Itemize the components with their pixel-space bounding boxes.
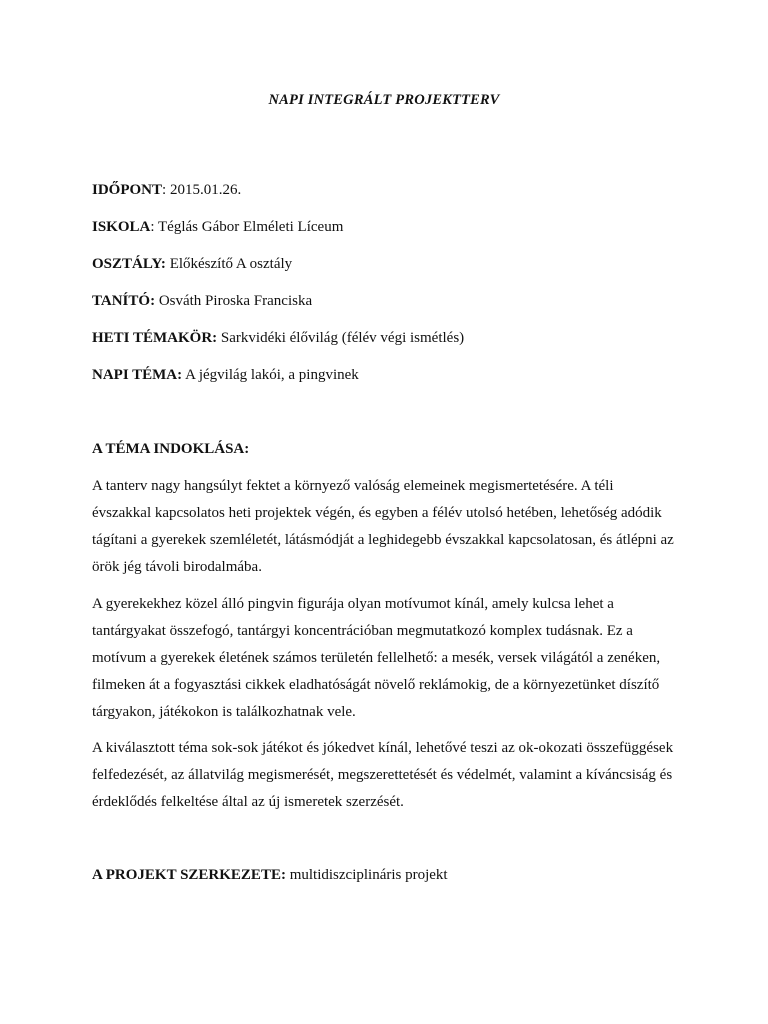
- field-label: TANÍTÓ:: [92, 293, 156, 309]
- paragraph-line: évszakkal kapcsolatos heti projektek végén, és egyben a félév utolsó hetében, lehetőség adódik: [92, 505, 662, 521]
- field-heti-temakor: [92, 330, 464, 347]
- field-osztaly: [92, 256, 292, 273]
- field-value: Előkészítő A osztály: [169, 256, 293, 272]
- paragraph-line: A tanterv nagy hangsúlyt fektet a környező valóság elemeinek megismertetésére. A téli: [92, 478, 614, 494]
- paragraph-line: örök jég távoli birodalmába.: [92, 559, 262, 575]
- field-value: multidiszciplináris projekt: [289, 867, 448, 883]
- section-heading-indoklas: A TÉMA INDOKLÁSA:: [92, 441, 250, 457]
- field-label: IDŐPONT: [92, 182, 163, 198]
- field-value: Osváth Piroska Franciska: [158, 293, 313, 309]
- field-value: Sarkvidéki élővilág (félév végi ismétlés): [220, 330, 465, 346]
- field-value: Téglás Gábor Elméleti Líceum: [158, 219, 344, 235]
- field-tanito: [92, 293, 312, 310]
- paragraph-line: felfedezését, az állatvilág megismerését, megszerettetését és védelmét, valamint a kíváncsiság és: [92, 767, 673, 783]
- field-napi-tema: [92, 367, 359, 384]
- paragraph-line: A gyerekekhez közel álló pingvin figurája olyan motívumot kínál, amely kulcsa lehet a: [92, 596, 614, 612]
- paragraph-line: érdeklődés felkeltése által az új ismeretek szerzését.: [92, 794, 404, 810]
- field-iskola: [92, 219, 343, 236]
- field-label: HETI TÉMAKÖR:: [92, 330, 218, 346]
- paragraph-line: tárgyakon, játékokon is találkozhatnak vele.: [92, 704, 356, 720]
- paragraph-line: A kiválasztott téma sok-sok játékot és jókedvet kínál, lehetővé teszi az ok-okozati összefüggések: [92, 740, 674, 756]
- field-label: OSZTÁLY:: [92, 256, 166, 272]
- field-idopont: [92, 182, 241, 199]
- paragraph-line: motívum a gyerekek életének számos területén fellelhető: a mesék, versek világától a zenéken,: [92, 650, 661, 666]
- paragraph-line: tágítani a gyerekek szemléletét, látásmódját a leghidegebb évszakkal kapcsolatosan, és átlépni az: [92, 532, 674, 548]
- field-value: A jégvilág lakói, a pingvinek: [185, 367, 359, 383]
- paragraph-line: tantárgyakat összefogó, tantárgyi koncentrációban megmutatkozó komplex tudásnak. Ez a: [92, 623, 633, 639]
- field-label: NAPI TÉMA:: [92, 367, 183, 383]
- field-label: A PROJEKT SZERKEZETE:: [92, 867, 286, 883]
- field-value: 2015.01.26.: [169, 182, 242, 198]
- field-separator: :: [150, 219, 159, 235]
- document-title: NAPI INTEGRÁLT PROJEKTTERV: [268, 92, 500, 108]
- field-projekt-szerkezete: [92, 867, 448, 884]
- field-separator: :: [162, 182, 170, 198]
- paragraph-line: filmeken át a fogyasztási cikkek eladhatóságát növelő reklámokig, de a környezetünket díszítő: [92, 677, 660, 693]
- field-label: ISKOLA: [92, 219, 151, 235]
